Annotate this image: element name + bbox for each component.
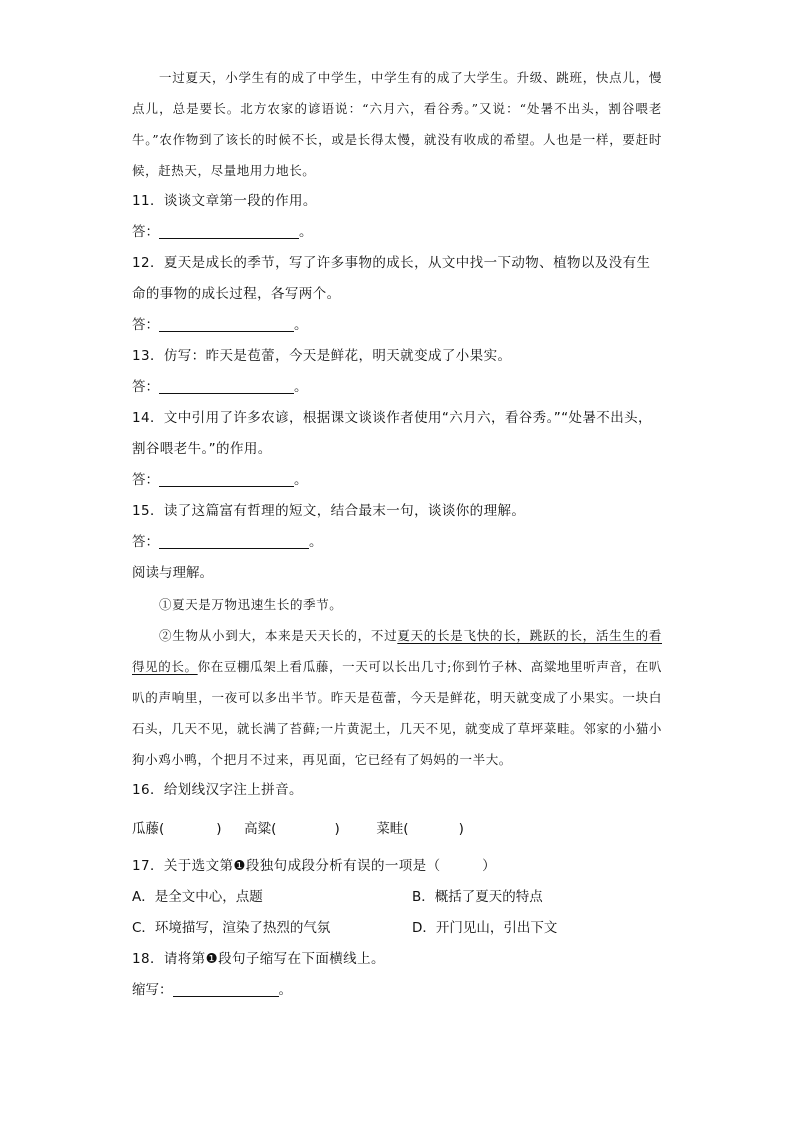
section-title: 阅读与理解。: [132, 565, 213, 581]
passage-para-1: ①夏天是万物迅速生长的季节。: [159, 597, 343, 612]
pinyin-item-1: 瓜藤( ): [132, 821, 222, 837]
answer-blank-14[interactable]: [159, 470, 294, 487]
options-grid: [132, 882, 662, 944]
question-14: 14．文中引用了许多农谚，根据课文谈谈作者使用“六月六，看谷秀。”“处暑不出头，割谷喂老牛。”的作用。: [132, 410, 652, 457]
question-16: 16．给划线汉字注上拼音。: [132, 782, 303, 798]
answer-label: 答：: [132, 379, 159, 395]
answer-line-15: 答： 。: [132, 534, 323, 550]
option-d[interactable]: D．开门见山，引出下文: [412, 920, 558, 936]
answer-label: 缩写：: [132, 982, 173, 998]
question-15: 15．读了这篇富有哲理的短文，结合最末一句，谈谈你的理解。: [132, 503, 526, 519]
question-11: 11．谈谈文章第一段的作用。: [132, 193, 317, 209]
answer-blank-15[interactable]: [159, 532, 309, 549]
pinyin-item-2: 高粱( ): [244, 821, 340, 837]
exam-page: [132, 62, 662, 1006]
question-17: 17．关于选文第❶段独句成段分析有误的一项是（ ）: [132, 858, 497, 874]
option-b[interactable]: B．概括了夏天的特点: [412, 889, 543, 905]
pinyin-row: [132, 814, 662, 845]
answer-label: 答：: [132, 534, 159, 550]
answer-line-12: 答： 。: [132, 317, 308, 333]
question-18: 18．请将第❶段句子缩写在下面横线上。: [132, 951, 385, 967]
passage-intro: 一过夏天，小学生有的成了中学生，中学生有的成了大学生。升级、跳班，快点儿，慢点儿，总是要长。北方农家的谚语说：“六月六，看谷秀。”又说：“处暑不出头，割谷喂老牛。”农作物到了该长的时候不长，或是长得太慢，就没有收成的希望。人也是一样，要赶时候，赶热天，尽量地用力地长。: [132, 70, 662, 178]
option-c[interactable]: C．环境描写，渲染了热烈的气氛: [132, 920, 331, 936]
answer-line-14: 答： 。: [132, 472, 308, 488]
underlined-text: 夏天的长是飞快的长，跳跃的长，活生生的看得见的长。: [132, 628, 662, 674]
answer-blank-11[interactable]: [159, 222, 299, 239]
answer-blank-12[interactable]: [159, 315, 294, 332]
answer-line-11: 答： 。: [132, 224, 313, 240]
answer-label: 答：: [132, 224, 159, 240]
question-12: 12．夏天是成长的季节，写了许多事物的成长，从文中找一下动物、植物以及没有生命的事物的成长过程，各写两个。: [132, 255, 651, 302]
answer-label: 答：: [132, 472, 159, 488]
question-13: 13．仿写：昨天是苞蕾，今天是鲜花，明天就变成了小果实。: [132, 348, 512, 364]
answer-blank-13[interactable]: [159, 377, 294, 394]
answer-label: 答：: [132, 317, 159, 333]
passage-para-2: ②生物从小到大，本来是天天长的，不过夏天的长是飞快的长，跳跃的长，活生生的看得见的长。你在豆棚瓜架上看瓜藤，一天可以长出几寸;你到竹子林、高粱地里听声音，在叭叭的声响里，一夜可以多出半节。昨天是苞蕾，今天是鲜花，明天就变成了小果实。一块白石头，几天不见，就长满了苔藓;一片黄泥土，几天不见，就变成了草坪菜畦。邻家的小猫小狗小鸡小鸭，个把月不过来，再见面，它已经有了妈妈的一半大。: [132, 628, 662, 767]
answer-line-18: 缩写： 。: [132, 982, 292, 998]
pinyin-item-3: 菜畦( ): [376, 821, 464, 837]
answer-blank-18[interactable]: [173, 980, 279, 997]
option-a[interactable]: A．是全文中心，点题: [132, 889, 263, 905]
answer-line-13: 答： 。: [132, 379, 308, 395]
